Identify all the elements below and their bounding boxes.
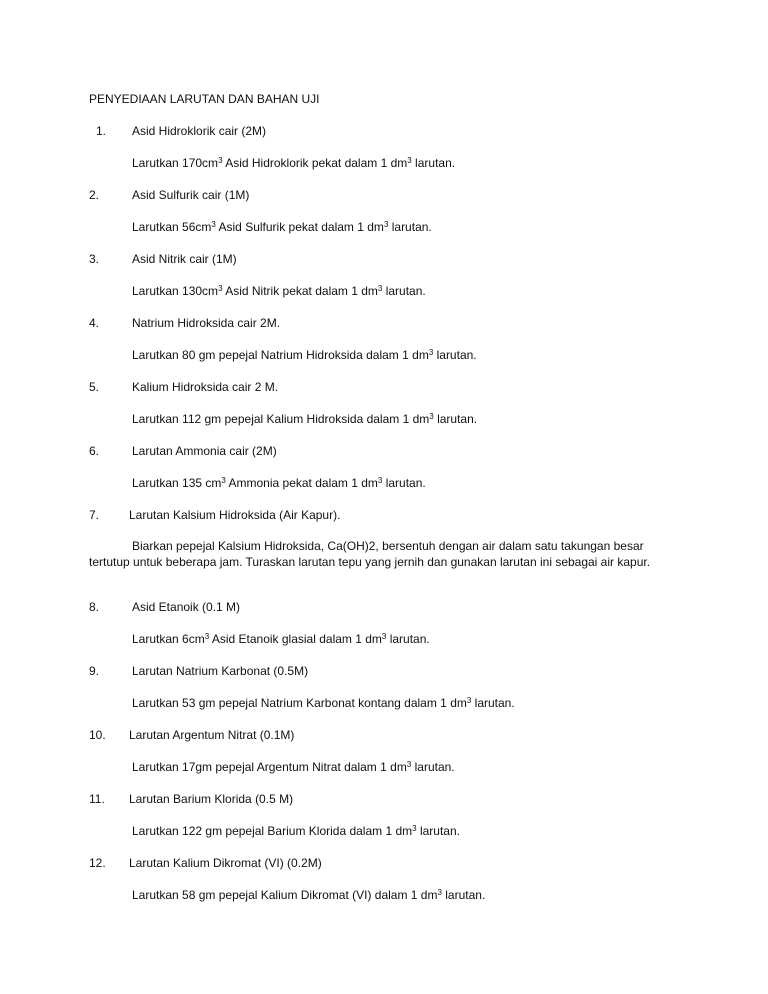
item-heading: Asid Sulfurik cair (1M) xyxy=(132,188,250,202)
item-heading: Larutan Kalium Dikromat (VI) (0.2M) xyxy=(129,856,322,870)
item-heading: Kalium Hidroksida cair 2 M. xyxy=(132,380,279,394)
item-number: 7. xyxy=(89,508,100,522)
item-description: Larutkan $6cm^3$ Asid Etanoik glasial dalam 1 $dm^3$ larutan. xyxy=(132,632,430,646)
item-number: 3. xyxy=(89,252,100,266)
item-number: 5. xyxy=(89,380,100,394)
item-description: Larutkan 122 gm pepejal Barium Klorida dalam 1 $dm^3$ larutan. xyxy=(132,824,460,838)
item-heading: Larutan Argentum Nitrat (0.1M) xyxy=(129,728,295,742)
item-description: Larutkan $56cm^3$ Asid Sulfurik pekat dalam 1 $dm^3$ larutan. xyxy=(132,220,432,234)
item-heading: Asid Etanoik (0.1 M) xyxy=(132,600,241,614)
item-heading: Asid Hidroklorik cair (2M) xyxy=(132,124,267,138)
item-heading: Larutan Barium Klorida (0.5 M) xyxy=(129,792,294,806)
item-number: 10. xyxy=(89,728,106,742)
item-heading: Asid Nitrik cair (1M) xyxy=(132,252,237,266)
item-paragraph: Biarkan pepejal Kalsium Hidroksida, Ca(OH)2, bersentuh dengan air dalam satu takungan besar tertutup untuk beberapa jam. Turaskan larutan tepu yang jernih dan gunakan larutan ini sebagai air kapur. xyxy=(89,539,651,569)
item-description: Larutkan 53 gm pepejal Natrium Karbonat kontang dalam 1 $dm^3$ larutan. xyxy=(132,696,515,710)
item-number: 6. xyxy=(89,444,100,458)
item-description: Larutkan 58 gm pepejal Kalium Dikromat (VI) dalam 1 $dm^3$ larutan. xyxy=(132,888,486,902)
item-description: Larutkan $130cm^3$ Asid Nitrik pekat dalam 1 $dm^3$ larutan. xyxy=(132,284,426,298)
item-heading: Larutan Ammonia cair (2M) xyxy=(132,444,277,458)
item-description: Larutkan 80 gm pepejal Natrium Hidroksida dalam 1 $dm^3$ larutan. xyxy=(132,348,477,362)
item-description: Larutkan 17gm pepejal Argentum Nitrat dalam 1 $dm^3$ larutan. xyxy=(132,760,455,774)
item-number: 8. xyxy=(89,600,100,614)
item-description: Larutkan 135 $cm^3$ Ammonia pekat dalam 1 $dm^3$ larutan. xyxy=(132,476,426,490)
item-number: 9. xyxy=(89,664,100,678)
document-title: PENYEDIAAN LARUTAN DAN BAHAN UJI xyxy=(89,92,320,106)
item-description: Larutkan 112 gm pepejal Kalium Hidroksida dalam 1 $dm^3$ larutan. xyxy=(132,412,478,426)
item-number: 12. xyxy=(89,856,106,870)
item-number: 2. xyxy=(89,188,100,202)
item-number: 11. xyxy=(89,792,105,806)
item-number: 1. xyxy=(96,124,107,138)
item-heading: Larutan Kalsium Hidroksida (Air Kapur). xyxy=(129,508,341,522)
item-description: Larutkan $170cm^3$ Asid Hidroklorik pekat dalam 1 $dm^3$ larutan. xyxy=(132,156,456,170)
item-heading: Natrium Hidroksida cair 2M. xyxy=(132,316,281,330)
item-number: 4. xyxy=(89,316,100,330)
item-heading: Larutan Natrium Karbonat (0.5M) xyxy=(132,664,309,678)
